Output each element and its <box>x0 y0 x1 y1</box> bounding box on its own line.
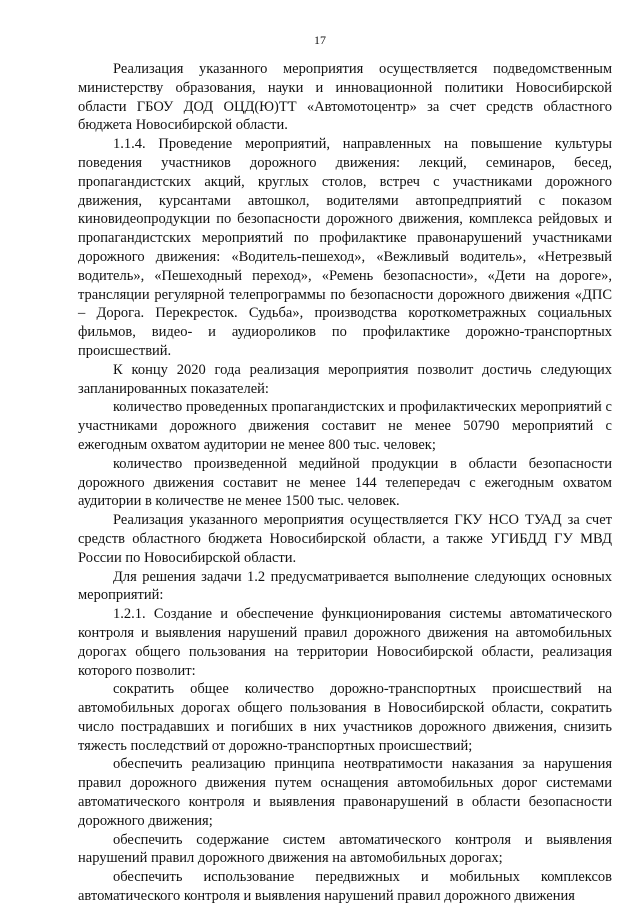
page-number: 17 <box>314 33 326 47</box>
paragraph: Реализация указанного мероприятия осуществляется подведомственным министерству образования, науки и инновационной политики Новосибирской области ГБОУ ДОД ОЦД(Ю)ТТ «Автомотоцентр» за счет средств областного бюджета Новосибирской области. <box>78 61 612 134</box>
document-body <box>78 60 612 906</box>
paragraph: Реализация указанного мероприятия осуществляется ГКУ НСО ТУАД за счет средств областного бюджета Новосибирской области, а также УГИБДД ГУ МВД России по Новосибирской области. <box>78 512 612 566</box>
paragraph: 1.1.4. Проведение мероприятий, направленных на повышение культуры поведения участников дорожного движения: лекций, семинаров, бесед, пропагандистских акций, круглых столов, встреч с участниками дорожного движения, курсантами автошкол, водителями автопредприятий с показом киновидеопродукции по безопасности дорожного движения, комплекса рейдовых и пропагандистских мероприятий по профилактике правонарушений участниками дорожного движения: «Водитель-пешеход», «Вежливый водитель», «Нетрезвый водитель», «Пешеходный переход», «Ремень безопасности», «Дети на дороге», трансляции регулярной телепрограммы по безопасности дорожного движения «ДПС – Дорога. Перекресток. Судьба», производства короткометражных социальных фильмов, видео- и аудиороликов по профилактике дорожно-транспортных происшествий. <box>78 136 612 359</box>
paragraph: обеспечить содержание систем автоматического контроля и выявления нарушений правил дорожного движения на автомобильных дорогах; <box>78 831 612 867</box>
paragraph: обеспечить использование передвижных и мобильных комплексов автоматического контроля и выявления нарушений правил дорожного движения <box>78 869 612 905</box>
paragraph: обеспечить реализацию принципа неотвратимости наказания за нарушения правил дорожного движения путем оснащения автомобильных дорог системами автоматического контроля и выявления правонарушений в области безопасности дорожного движения; <box>78 756 612 829</box>
paragraph: количество произведенной медийной продукции в области безопасности дорожного движения составит не менее 144 телепередач с ежегодным охватом аудитории в количестве не менее 1500 тыс. человек. <box>78 455 612 510</box>
paragraph: количество проведенных пропагандистских и профилактических мероприятий с участниками дорожного движения составит не менее 50790 мероприятий с ежегодным охватом аудитории не менее 800 тыс. человек; <box>78 399 612 453</box>
paragraph: 1.2.1. Создание и обеспечение функционирования системы автоматического контроля и выявления нарушений правил дорожного движения на автомобильных дорогах общего пользования на территории Новосибирской области, реализация которого позволит: <box>78 606 612 679</box>
paragraph: К концу 2020 года реализация мероприятия позволит достичь следующих запланированных показателей: <box>78 361 612 397</box>
paragraph: Для решения задачи 1.2 предусматривается выполнение следующих основных мероприятий: <box>78 568 612 604</box>
paragraph: сократить общее количество дорожно-транспортных происшествий на автомобильных дорогах общего пользования в Новосибирской области, сократить число пострадавших и погибших в них участников дорожного движения, снизить тяжесть последствий от дорожно-транспортных происшествий; <box>78 681 612 754</box>
